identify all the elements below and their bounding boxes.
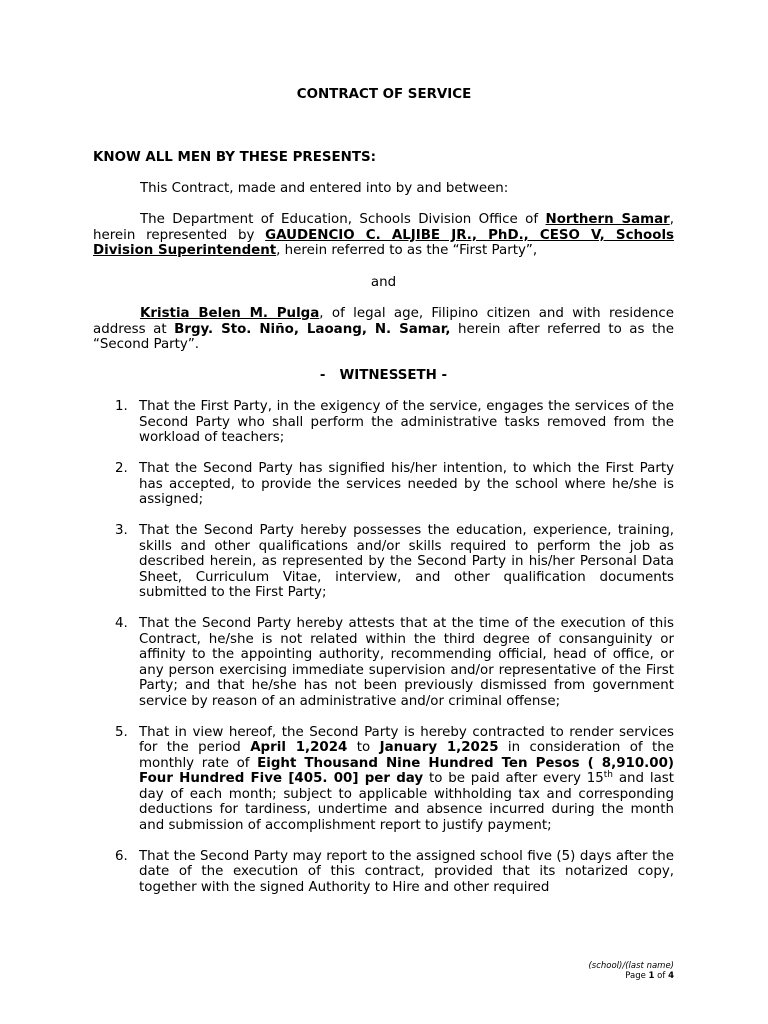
first-party-text-2: , herein represented by — [93, 212, 674, 243]
page-of: of — [654, 971, 669, 981]
and-line: and — [370, 275, 397, 290]
first-party-text-3: , herein referred to as the “First Party”, — [276, 243, 538, 258]
division-office-name: Northern Samar — [545, 212, 670, 227]
clause-number: 6. — [115, 848, 128, 864]
second-party-text-2: herein after referred to as the “Second Party”. — [93, 321, 674, 352]
and-line-wrap — [93, 275, 674, 291]
footer-school-lastname: (school)/(last name) — [588, 961, 674, 971]
clause-text: That the Second Party hereby possesses the education, experience, training, skills and other qualifications and/or skills required to perform the job as described herein, as represented by the Second Party in his/her Personal Data Sheet, Curriculum Vitae, interview, and other qualification documents submitted to the First Party; — [139, 523, 674, 600]
clause-5-text-2: to — [347, 740, 380, 755]
clause-item — [93, 399, 674, 446]
clause-item — [93, 461, 674, 508]
witnesseth-wrap — [93, 368, 674, 384]
first-party-paragraph — [93, 212, 674, 259]
clause-number: 4. — [115, 616, 128, 631]
second-party-paragraph — [93, 306, 674, 353]
clause-5-text-4: to be paid after every 15 — [423, 771, 604, 786]
clause-text: That the Second Party hereby attests that at the time of the execution of this Contract, he/she is not related within the third degree of consanguinity or affinity to the appointing authority, recommending official, head of office, or any person exercising immediate supervision and/or representative of the First Party; and that he/she has not been previously dismissed from government service by reason of an administrative and/or criminal offense; — [139, 616, 674, 709]
second-party-text-1: , of legal age, Filipino citizen and with residence address at — [93, 306, 674, 337]
clause-number: 3. — [115, 523, 128, 538]
first-party-text-1: The Department of Education, Schools Division Office of — [140, 212, 546, 227]
monthly-rate: Eight Thousand Nine Hundred Ten Pesos ( 8,910.00) Four Hundred Five [405. 00] per day — [139, 755, 675, 786]
current-page: 1 — [648, 971, 655, 981]
clause-number: 2. — [115, 461, 128, 476]
clause-text: That the Second Party may report to the assigned school five (5) days after the date of the execution of this contract, provided that its notarized copy, together with the signed Authority to Hire and other required — [139, 848, 674, 895]
clause-number: 5. — [115, 724, 128, 740]
clause-5-text-1: That in view hereof, the Second Party is hereby contracted to render services for the period — [139, 724, 674, 755]
intro-paragraph: This Contract, made and entered into by and between: — [140, 181, 509, 196]
clause-item — [93, 523, 674, 601]
clause-item — [93, 616, 674, 709]
ordinal-suffix: th — [603, 770, 613, 780]
total-pages: 4 — [668, 971, 674, 981]
witnesseth-heading: - WITNESSETH - — [319, 368, 448, 383]
period-end: January 1,2025 — [379, 740, 499, 755]
period-start: April 1,2024 — [250, 740, 348, 755]
second-party-name: Kristia Belen M. Pulga — [140, 306, 320, 321]
clauses-list — [93, 399, 674, 911]
clause-number: 1. — [115, 399, 128, 414]
page-label: Page — [625, 971, 649, 981]
know-all-men-heading: KNOW ALL MEN BY THESE PRESENTS: — [93, 150, 377, 165]
representative-name: GAUDENCIO C. ALJIBE JR., PhD., CESO V, Schools Division Superintendent — [93, 227, 675, 258]
clause-item-5 — [93, 725, 674, 834]
clause-item-6 — [93, 849, 674, 896]
page-number — [588, 971, 674, 981]
clause-5-text-5: and last day of each month; subject to applicable withholding tax and corresponding deductions for tardiness, undertime and absence incurred during the month and submission of accomplishment report to justify payment; — [139, 771, 674, 833]
document-title: CONTRACT OF SERVICE — [296, 87, 472, 102]
body-upper — [93, 181, 674, 197]
clause-5-text-3: in consideration of the monthly rate of — [139, 740, 674, 771]
page-footer — [588, 961, 674, 981]
second-party-address: Brgy. Sto. Niño, Laoang, N. Samar, — [174, 321, 451, 337]
clause-text: That the Second Party has signified his/her intention, to which the First Party has accepted, to provide the services needed by the school where he/she is assigned; — [139, 461, 674, 507]
clause-text: That the First Party, in the exigency of the service, engages the services of the Second Party who shall perform the administrative tasks removed from the workload of teachers; — [139, 399, 674, 445]
